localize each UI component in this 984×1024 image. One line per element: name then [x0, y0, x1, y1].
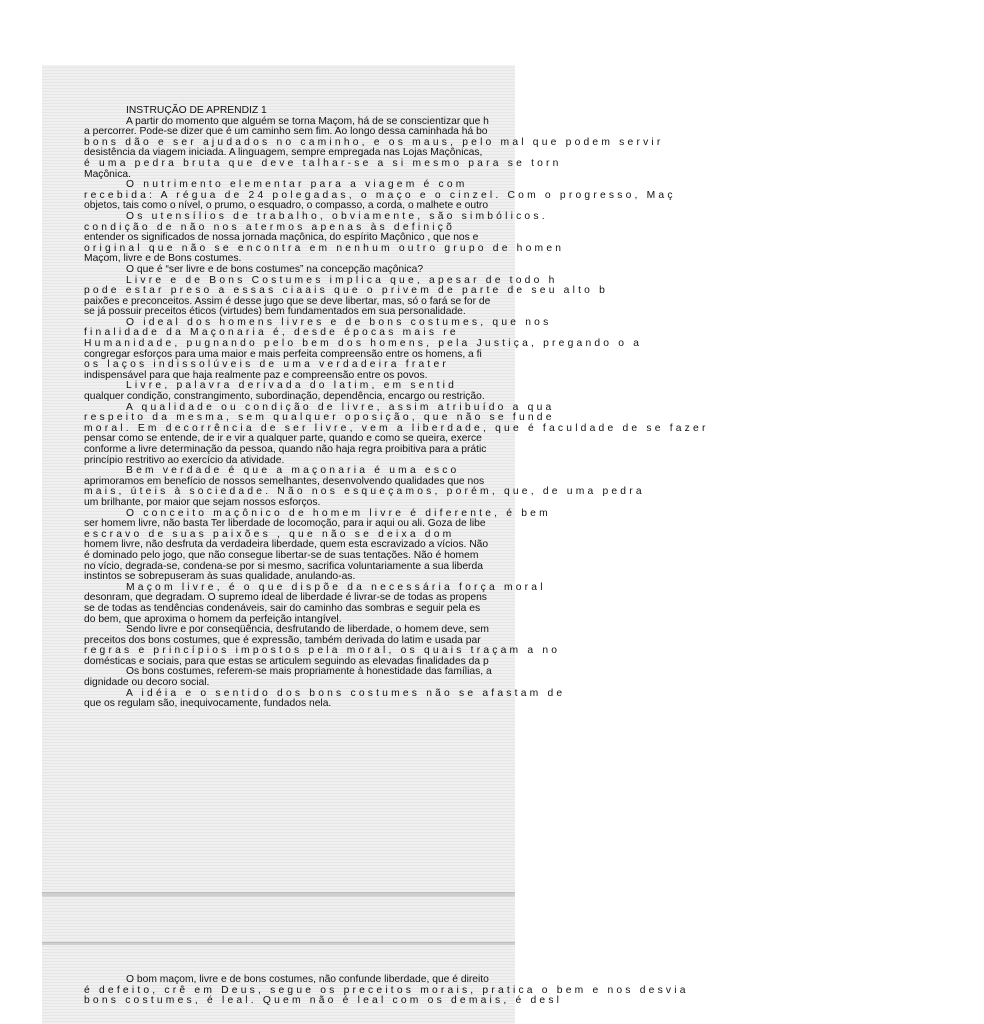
text-line: Sendo livre e por conseqüência, desfrutando de liberdade, o homem deve, sem	[126, 624, 489, 636]
text-line: domésticas e sociais, para que estas se articulem seguindo as elevadas finalidades da p	[84, 655, 489, 667]
text-line: entender os significados de nossa jornada maçônica, do espírito Maçônico , que nos e	[84, 232, 479, 244]
text-line: homem livre, não desfruta da verdadeira liberdade, quem esta escravizado a vícios. Não	[84, 539, 489, 551]
text-line: é dominado pelo jogo, que não consegue libertar-se de suas tentações. Não é homem	[84, 549, 479, 561]
text-line: condição de não nos atermos apenas às definiçõ	[84, 221, 456, 233]
text-line: Humanidade, pugnando pelo bem dos homens, pela Justiça, pregando o a	[84, 338, 643, 350]
text-line: moral. Em decorrência de ser livre, vem a liberdade, que é faculdade de se fazer	[84, 422, 709, 434]
text-line: Maçom livre, é o que dispõe da necessária força moral	[126, 581, 546, 593]
text-line: que os regulam são, inequivocamente, fundados nela.	[84, 698, 332, 710]
text-line: O bom maçom, livre e de bons costumes, não confunde liberdade, que é direito	[126, 974, 489, 985]
text-line: Os bons costumes, referem-se mais propriamente à honestidade das famílias, a	[126, 666, 492, 678]
text-line: dignidade ou decoro social.	[84, 677, 210, 689]
text-line: se de todas as tendências condenáveis, sair do caminho das sombras e seguir pela es	[84, 602, 481, 614]
text-line: no vício, degrada-se, condena-se por si mesmo, sacrifica voluntariamente a sua liberda	[84, 560, 483, 572]
text-line: mais, úteis à sociedade. Não nos esqueçamos, porém, que, de uma pedra	[84, 486, 645, 498]
text-line: objetos, tais como o nível, o prumo, o esquadro, o compasso, a corda, o malhete e outro	[84, 200, 489, 212]
text-line: escravo de suas paixões , que não se deixa dom	[84, 528, 455, 540]
text-line: paixões e preconceitos. Assim é desse jugo que se deve libertar, mas, só o fará se for de	[84, 295, 491, 307]
text-line: pode estar preso a essas ciaais que o privem de parte de seu alto b	[84, 285, 609, 297]
text-line: bons costumes, é leal. Quem não é leal com os demais, é desl	[84, 995, 563, 1007]
text-line: A partir do momento que alguém se torna Maçom, há de se conscientizar que h	[126, 115, 489, 127]
text-line: do bem, que aproxima o homem da perfeição intangível.	[84, 613, 342, 625]
text-line: regras e princípios impostos pela moral, os quais traçam a no	[84, 645, 561, 657]
text-line: A idéia e o sentido dos bons costumes não se afastam de	[126, 687, 566, 699]
text-line: congregar esforços para uma maior e mais perfeita compreensão entre os homens, a fi	[84, 348, 482, 360]
text-line: a percorrer. Pode-se dizer que é um caminho sem fim. Ao longo dessa caminhada há bo	[84, 126, 488, 138]
text-line: é defeito, crê em Deus, segue os preceitos morais, pratica o bem e nos desvia	[84, 984, 689, 996]
text-line: ser homem livre, não basta Ter liberdade de locomoção, para ir aqui ou ali. Goza de libe	[84, 518, 486, 530]
page-2-text	[84, 975, 984, 1007]
text-line: se já possuir preceitos éticos (virtudes) bem fundamentados em sua personalidade.	[84, 306, 466, 318]
text-line: bons dão e ser ajudados no caminho, e os maus, pelo mal que podem servir	[84, 136, 664, 148]
text-line: A qualidade ou condição de livre, assim atribuído a qua	[126, 401, 555, 413]
text-line: O conceito maçônico de homem livre é diferente, é bem	[126, 507, 551, 519]
text-line: O que é “ser livre e de bons costumes” na concepção maçônica?	[126, 263, 424, 275]
text-line: conforme a livre determinação da pessoa, quando não haja regra proibitiva para a prátic	[84, 444, 487, 455]
text-line: O nutrimento elementar para a viagem é com	[126, 179, 468, 191]
text-line: qualquer condição, constrangimento, subordinação, dependência, encargo ou restrição.	[84, 391, 485, 403]
text-line: Maçônica.	[84, 168, 131, 180]
text-line: desonram, que degradam. O supremo ideal de liberdade é livrar-se de todas as propens	[84, 592, 487, 604]
text-line: desistência da viagem iniciada. A linguagem, sempre empregada nas Lojas Maçônicas,	[84, 147, 483, 159]
document-page-2	[42, 945, 689, 1024]
text-line: preceitos dos bons costumes, que é expressão, também derivada do latim e usada par	[84, 634, 481, 646]
text-line: princípio restritivo ao exercício da atividade.	[84, 454, 285, 466]
text-line: é uma pedra bruta que deve talhar-se a si mesmo para se torn	[84, 157, 562, 169]
document-title: INSTRUÇÃO DE APRENDIZ 1	[126, 105, 267, 116]
text-line: aprimoramos em benefício de nossos semelhantes, desenvolvendo qualidades que nos	[84, 475, 485, 487]
document-page-1	[42, 65, 709, 892]
text-line: original que não se encontra em nenhum outro grupo de homen	[84, 242, 565, 254]
text-line: respeito da mesma, sem qualquer oposição, que não se funde	[84, 412, 555, 424]
text-line: finalidade da Maçonaria é, desde épocas mais re	[84, 327, 459, 339]
text-line: indispensável para que haja realmente paz e compreensão entre os povos.	[84, 369, 428, 381]
text-line: recebida: A régua de 24 polegadas, o maço e o cinzel. Com o progresso, Maç	[84, 189, 676, 201]
text-line: pensar como se entende, de ir e vir a qualquer parte, quando e como se queira, exerce	[84, 433, 482, 445]
text-line: Os utensílios de trabalho, obviamente, são simbólicos.	[126, 210, 548, 222]
page-1-paragraphs	[84, 117, 984, 710]
document-viewer[interactable]	[42, 65, 709, 1024]
text-line: Maçom, livre e de Bons costumes.	[84, 253, 242, 265]
page-gap	[42, 897, 515, 941]
text-line: Livre, palavra derivada do latim, em sentid	[126, 380, 458, 392]
text-line: instintos se sobrepuseram às suas qualidade, anulando-as.	[84, 571, 356, 583]
page-1-text	[84, 106, 984, 710]
text-line: Livre e de Bons Costumes implica que, apesar de todo h	[126, 274, 558, 286]
text-line: os laços indissolúveis de uma verdadeira frater	[84, 359, 450, 371]
text-line: um brilhante, por maior que sejam nossos esforços.	[84, 496, 321, 508]
page-2-paragraphs	[84, 975, 984, 1007]
text-line: O ideal dos homens livres e de bons costumes, que nos	[126, 316, 552, 328]
text-line: Bem verdade é que a maçonaria é uma esco	[126, 465, 460, 477]
